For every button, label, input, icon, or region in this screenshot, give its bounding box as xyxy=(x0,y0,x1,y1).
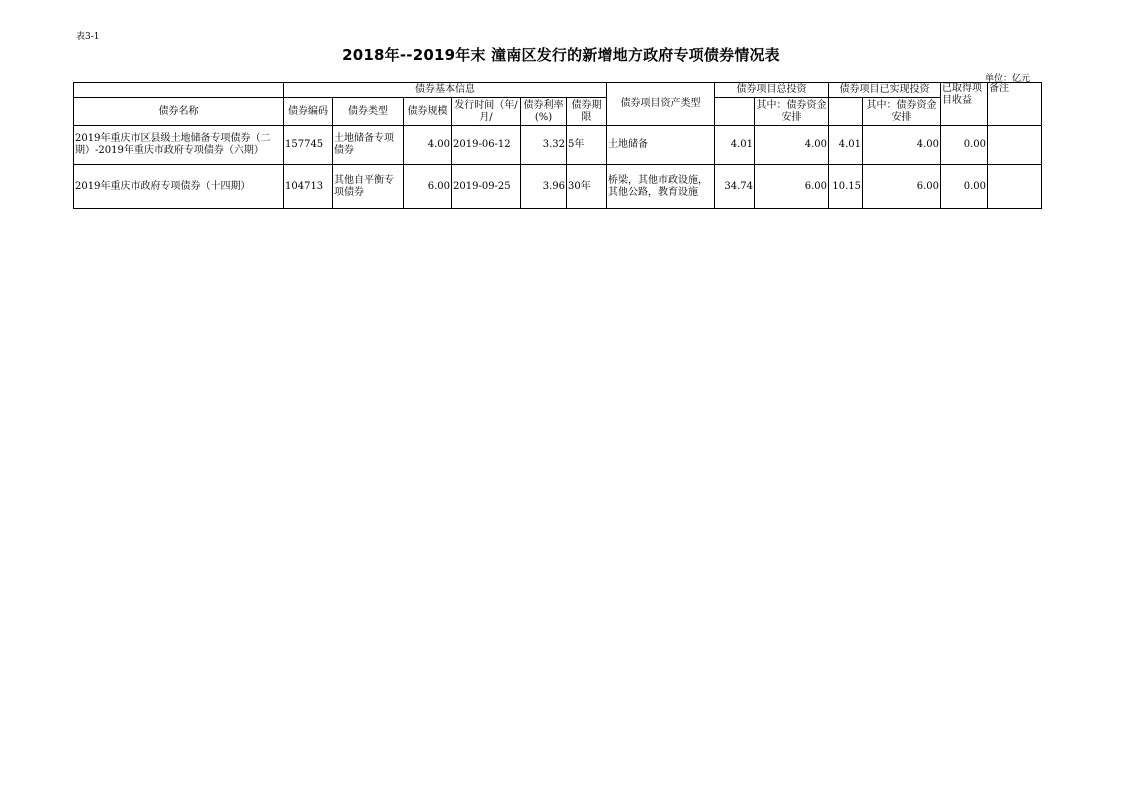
cell-term: 30年 xyxy=(567,165,607,209)
cell-total-invest-bond: 6.00 xyxy=(755,165,829,209)
header-blank-left xyxy=(74,83,284,98)
cell-code: 104713 xyxy=(284,165,333,209)
cell-scale: 6.00 xyxy=(404,165,452,209)
header-row-group xyxy=(74,83,1042,98)
table-code: 表3-1 xyxy=(76,32,100,42)
cell-issue-date: 2019-09-25 xyxy=(452,165,521,209)
header-basic-info-group: 债券基本信息 xyxy=(284,83,607,98)
cell-asset-type: 土地储备 xyxy=(607,126,715,165)
header-remarks: 备注 xyxy=(988,83,1042,126)
cell-realized-invest-bond: 4.00 xyxy=(863,126,941,165)
cell-total-invest: 34.74 xyxy=(715,165,755,209)
header-scale: 债券规模 xyxy=(404,98,452,126)
header-asset-type: 债券项目资产类型 xyxy=(607,83,715,126)
header-total-invest-blank xyxy=(715,98,755,126)
cell-scale: 4.00 xyxy=(404,126,452,165)
header-income: 已取得项目收益 xyxy=(941,83,988,126)
cell-asset-type: 桥梁，其他市政设施，其他公路，教育设施 xyxy=(607,165,715,209)
cell-rate: 3.96 xyxy=(521,165,567,209)
cell-realized-invest: 4.01 xyxy=(829,126,863,165)
table-row xyxy=(74,126,1042,165)
header-total-invest-group: 债券项目总投资 xyxy=(715,83,829,98)
cell-income: 0.00 xyxy=(941,126,988,165)
cell-remarks xyxy=(988,126,1042,165)
unit-label: 单位：亿元 xyxy=(985,74,1031,84)
header-row-columns xyxy=(74,98,1042,126)
cell-total-invest-bond: 4.00 xyxy=(755,126,829,165)
cell-income: 0.00 xyxy=(941,165,988,209)
cell-type: 其他自平衡专项债券 xyxy=(333,165,404,209)
cell-bond-name: 2019年重庆市区县级土地储备专项债券（二期）-2019年重庆市政府专项债券（六期） xyxy=(74,126,284,165)
header-bond-name: 债券名称 xyxy=(74,98,284,126)
bond-table xyxy=(73,82,1042,209)
header-type: 债券类型 xyxy=(333,98,404,126)
table-row xyxy=(74,165,1042,209)
header-issue-date: 发行时间（年/月/ xyxy=(452,98,521,126)
header-realized-invest-bond: 其中：债券资金安排 xyxy=(863,98,941,126)
header-term: 债券期限 xyxy=(567,98,607,126)
cell-remarks xyxy=(988,165,1042,209)
cell-type: 土地储备专项债券 xyxy=(333,126,404,165)
cell-rate: 3.32 xyxy=(521,126,567,165)
header-code: 债券编码 xyxy=(284,98,333,126)
cell-realized-invest: 10.15 xyxy=(829,165,863,209)
cell-total-invest: 4.01 xyxy=(715,126,755,165)
cell-realized-invest-bond: 6.00 xyxy=(863,165,941,209)
cell-code: 157745 xyxy=(284,126,333,165)
header-realized-invest-blank xyxy=(829,98,863,126)
cell-term: 5年 xyxy=(567,126,607,165)
cell-issue-date: 2019-06-12 xyxy=(452,126,521,165)
page-title: 2018年--2019年末 潼南区发行的新增地方政府专项债券情况表 xyxy=(342,46,780,64)
header-realized-invest-group: 债券项目已实现投资 xyxy=(829,83,941,98)
header-rate: 债券利率(%) xyxy=(521,98,567,126)
header-total-invest-bond: 其中：债券资金安排 xyxy=(755,98,829,126)
cell-bond-name: 2019年重庆市政府专项债券（十四期） xyxy=(74,165,284,209)
